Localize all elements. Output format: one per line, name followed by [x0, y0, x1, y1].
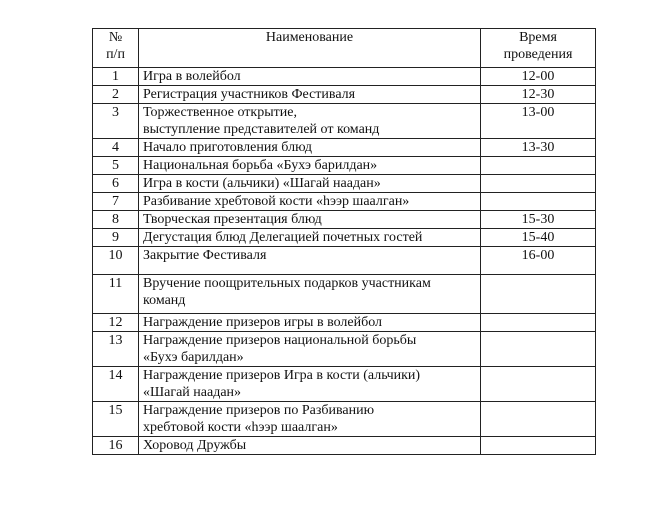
table-row	[93, 367, 596, 402]
header-time-line2: проведения	[503, 47, 573, 62]
row-time: 15-30	[481, 211, 596, 229]
row-number: 3	[93, 104, 139, 139]
row-name-line1: Награждение призеров национальной борьбы	[143, 333, 417, 348]
row-number: 1	[93, 68, 139, 86]
header-name: Наименование	[139, 29, 481, 68]
row-time	[481, 402, 596, 437]
header-time-line1: Время	[519, 30, 557, 45]
row-number: 7	[93, 193, 139, 211]
table-row	[93, 139, 596, 157]
row-name-line1: Награждение призеров Игра в кости (альчики)	[143, 368, 421, 383]
row-name: Хоровод Дружбы	[139, 437, 481, 455]
row-number: 5	[93, 157, 139, 175]
table-row	[93, 275, 596, 314]
header-number	[93, 29, 139, 68]
row-name: Закрытие Фестиваля	[139, 247, 481, 275]
row-number: 15	[93, 402, 139, 437]
row-number: 16	[93, 437, 139, 455]
row-time	[481, 314, 596, 332]
row-name: Начало приготовления блюд	[139, 139, 481, 157]
row-number: 2	[93, 86, 139, 104]
row-time	[481, 275, 596, 314]
row-name: Награждение призеров игры в волейбол	[139, 314, 481, 332]
row-time: 13-00	[481, 104, 596, 139]
row-time: 16-00	[481, 247, 596, 275]
table-row	[93, 193, 596, 211]
row-number: 9	[93, 229, 139, 247]
schedule-table	[92, 28, 596, 455]
table-row	[93, 437, 596, 455]
row-number: 12	[93, 314, 139, 332]
row-time: 12-00	[481, 68, 596, 86]
row-name	[139, 402, 481, 437]
header-number-line2: п/п	[106, 47, 125, 62]
header-time	[481, 29, 596, 68]
row-name	[139, 275, 481, 314]
row-time: 12-30	[481, 86, 596, 104]
row-time	[481, 437, 596, 455]
row-name: Дегустация блюд Делегацией почетных гостей	[139, 229, 481, 247]
row-time	[481, 332, 596, 367]
table-row	[93, 157, 596, 175]
row-name: Творческая презентация блюд	[139, 211, 481, 229]
row-time: 13-30	[481, 139, 596, 157]
row-time: 15-40	[481, 229, 596, 247]
table-row	[93, 68, 596, 86]
row-number: 8	[93, 211, 139, 229]
row-name-line1: Награждение призеров по Разбиванию	[143, 403, 375, 418]
row-name	[139, 104, 481, 139]
row-name-line2: команд	[143, 293, 186, 308]
row-number: 11	[93, 275, 139, 314]
row-number: 4	[93, 139, 139, 157]
row-name: Национальная борьба «Бухэ барилдан»	[139, 157, 481, 175]
row-time	[481, 175, 596, 193]
row-number: 10	[93, 247, 139, 275]
row-name: Игра в волейбол	[139, 68, 481, 86]
row-number: 14	[93, 367, 139, 402]
row-name-line2: «Шагай наадан»	[143, 385, 242, 400]
row-name-line1: Вручение поощрительных подарков участникам	[143, 276, 431, 291]
table-header-row	[93, 29, 596, 68]
table-row	[93, 314, 596, 332]
row-number: 13	[93, 332, 139, 367]
row-name: Разбивание хребтовой кости «hээр шаалган»	[139, 193, 481, 211]
row-name: Игра в кости (альчики) «Шагай наадан»	[139, 175, 481, 193]
row-name-line2: выступление представителей от команд	[143, 122, 380, 137]
table-row	[93, 211, 596, 229]
row-name	[139, 332, 481, 367]
row-time	[481, 193, 596, 211]
table-row	[93, 247, 596, 275]
row-name-line2: «Бухэ барилдан»	[143, 350, 244, 365]
row-name: Регистрация участников Фестиваля	[139, 86, 481, 104]
row-number: 6	[93, 175, 139, 193]
row-name-line2: хребтовой кости «hээр шаалган»	[143, 420, 338, 435]
row-name	[139, 367, 481, 402]
table-row	[93, 229, 596, 247]
table-row	[93, 104, 596, 139]
row-time	[481, 367, 596, 402]
row-time	[481, 157, 596, 175]
table-row	[93, 86, 596, 104]
table-row	[93, 175, 596, 193]
header-number-line1: №	[108, 30, 123, 45]
table-row	[93, 402, 596, 437]
row-name-line1: Торжественное открытие,	[143, 105, 297, 120]
table-row	[93, 332, 596, 367]
